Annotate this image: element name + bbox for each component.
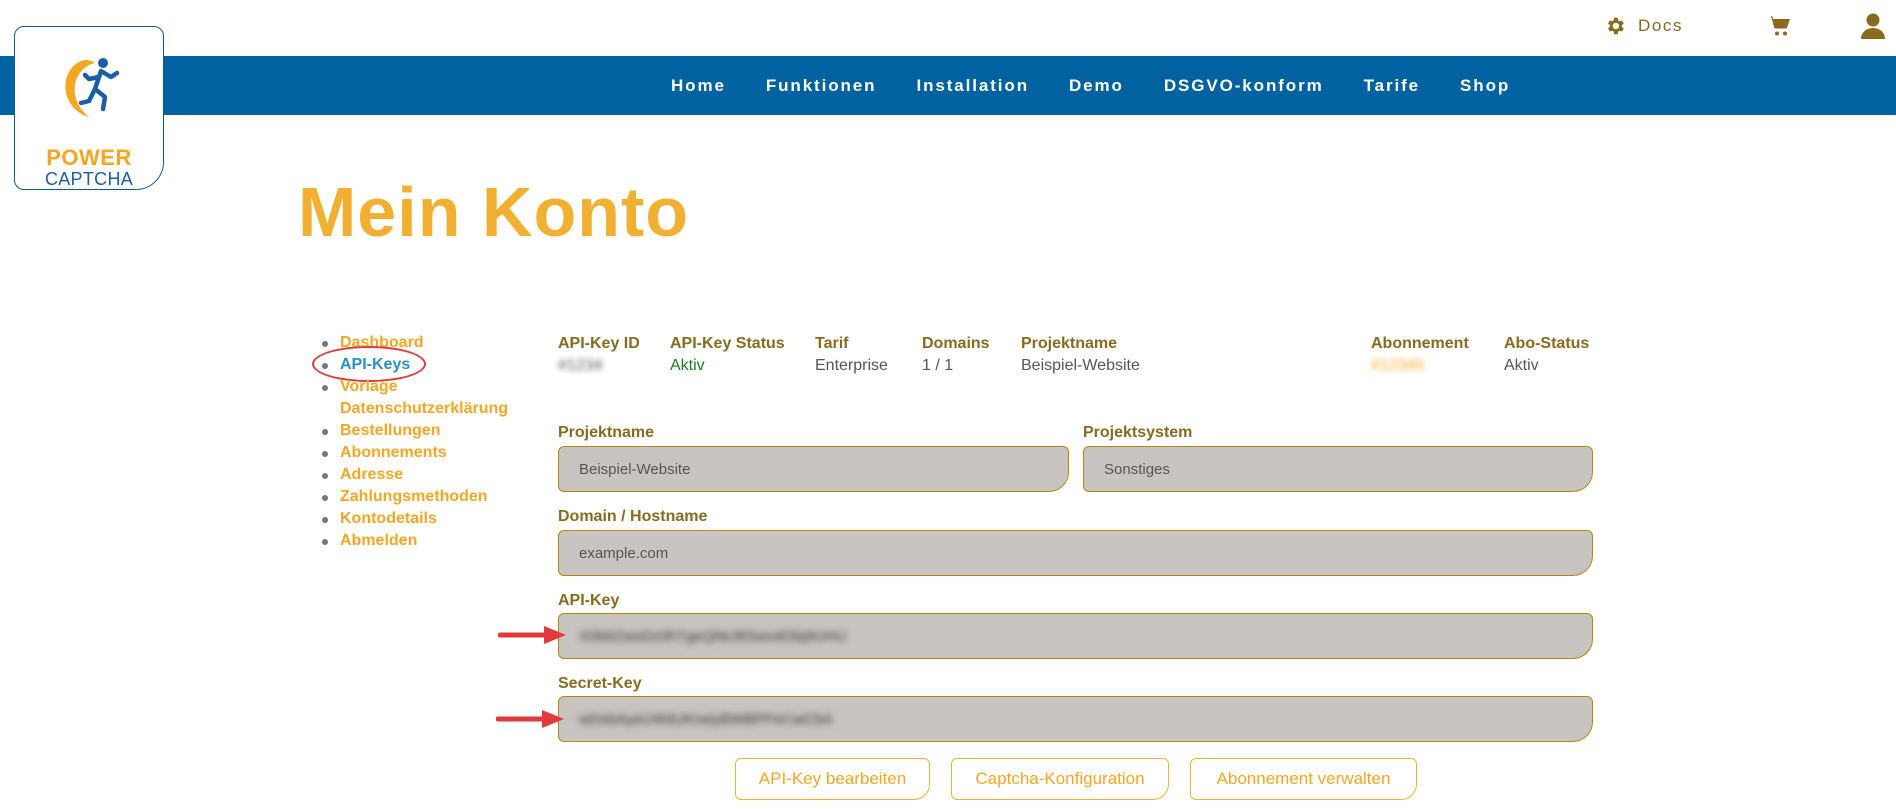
bullet <box>322 495 328 501</box>
sidebar-item-label: Abonnements <box>340 444 447 461</box>
nav-item-installation[interactable]: Installation <box>916 75 1029 95</box>
manage-subscription-button[interactable]: Abonnement verwalten <box>1190 758 1417 800</box>
sidebar-item-label: API-Keys <box>340 356 411 373</box>
edit-api-key-button[interactable]: API-Key bearbeiten <box>735 758 930 800</box>
projektsystem-label: Projektsystem <box>1083 424 1193 441</box>
nav-item-shop[interactable]: Shop <box>1460 75 1511 95</box>
gear-icon <box>1604 15 1626 37</box>
logo[interactable] <box>14 26 164 190</box>
bullet <box>322 385 328 391</box>
bullet <box>322 517 328 523</box>
api-key-id-value: #1234 <box>558 357 603 374</box>
column-header: API-Key Status <box>670 335 785 352</box>
utility-bar <box>0 0 1896 56</box>
projektname-field[interactable] <box>558 446 1069 492</box>
cart-icon[interactable] <box>1766 14 1792 38</box>
column-header: Abonnement <box>1371 335 1469 352</box>
sidebar-item-kontodetails[interactable] <box>322 508 532 530</box>
col-domains <box>922 335 990 375</box>
arrow-right-icon <box>496 708 568 730</box>
projektsystem-field-value: Sonstiges <box>1104 460 1170 478</box>
sidebar-item-abonnements[interactable] <box>322 442 532 464</box>
docs-label: Docs <box>1638 16 1684 35</box>
sidebar-item-label: Kontodetails <box>340 510 437 527</box>
column-header: Tarif <box>815 335 849 352</box>
user-icon[interactable] <box>1860 12 1886 40</box>
api-key-field[interactable] <box>558 613 1593 659</box>
api-key-label: API-Key <box>558 592 620 609</box>
nav-item-funktionen[interactable]: Funktionen <box>765 75 877 95</box>
sidebar-item-abmelden[interactable] <box>322 530 532 552</box>
col-abo-status <box>1504 335 1589 375</box>
bullet <box>322 429 328 435</box>
bullet <box>322 451 328 457</box>
logo-text-captcha: CAPTCHA <box>44 169 134 189</box>
nav-item-home[interactable]: Home <box>671 75 726 95</box>
sidebar-item-label: Vorlage Datenschutzerklärung <box>340 378 509 417</box>
docs-link[interactable] <box>1604 14 1683 38</box>
sidebar-item-vorlage[interactable] <box>322 376 532 420</box>
page-title: Mein Konto <box>298 173 690 251</box>
projektsystem-field[interactable] <box>1083 446 1593 492</box>
sidebar-item-label: Adresse <box>340 466 404 483</box>
sidebar-item-label: Zahlungsmethoden <box>340 488 488 505</box>
tarif-value: Enterprise <box>815 357 888 374</box>
secret-key-field[interactable] <box>558 696 1593 742</box>
col-projektname <box>1021 335 1140 375</box>
nav-item-dsgvo[interactable]: DSGVO-konform <box>1163 75 1324 95</box>
bullet <box>322 473 328 479</box>
domains-value: 1 / 1 <box>922 357 954 374</box>
col-abonnement <box>1371 335 1469 375</box>
column-header: API-Key ID <box>558 335 640 352</box>
domain-label: Domain / Hostname <box>558 508 708 525</box>
sidebar-item-zahlungsmethoden[interactable] <box>322 486 532 508</box>
logo-text-power: POWER <box>46 145 132 170</box>
domain-field-value: example.com <box>579 544 669 562</box>
projektname-label: Projektname <box>558 424 655 441</box>
api-key-field-value: X0b6ZwsDz0hTgeQhkJ8SwvdObj9UHU <box>579 627 847 645</box>
secret-key-label: Secret-Key <box>558 675 642 692</box>
projektname-value: Beispiel-Website <box>1021 357 1140 374</box>
sidebar-item-label: Bestellungen <box>340 422 441 439</box>
sidebar-item-label: Abmelden <box>340 532 418 549</box>
col-api-key-id <box>558 335 640 375</box>
api-key-summary <box>0 335 1896 379</box>
nav-item-tarife[interactable]: Tarife <box>1363 75 1421 95</box>
column-header: Domains <box>922 335 990 352</box>
sidebar-item-label: Dashboard <box>340 334 424 351</box>
arrow-right-icon <box>498 624 570 646</box>
bullet <box>322 539 328 545</box>
status-value: Aktiv <box>670 357 705 374</box>
secret-key-field-value: wDxbAyeiJ4hlUKrwiyBWBPFeCwCbA <box>579 710 833 728</box>
abonnement-value[interactable]: #12345 <box>1371 357 1425 374</box>
main-navigation <box>0 56 1896 115</box>
abo-status-value: Aktiv <box>1504 357 1539 374</box>
sidebar-item-adresse[interactable] <box>322 464 532 486</box>
col-api-key-status <box>670 335 785 375</box>
captcha-config-button[interactable]: Captcha-Konfiguration <box>951 758 1169 800</box>
nav-items <box>671 56 1550 115</box>
column-header: Abo-Status <box>1504 335 1590 352</box>
col-tarif <box>815 335 888 375</box>
projektname-field-value: Beispiel-Website <box>579 460 691 478</box>
nav-item-demo[interactable]: Demo <box>1069 75 1124 95</box>
column-header: Projektname <box>1021 335 1118 352</box>
domain-field[interactable] <box>558 530 1593 576</box>
sidebar-item-bestellungen[interactable] <box>322 420 532 442</box>
runner-logo-icon <box>59 53 129 133</box>
